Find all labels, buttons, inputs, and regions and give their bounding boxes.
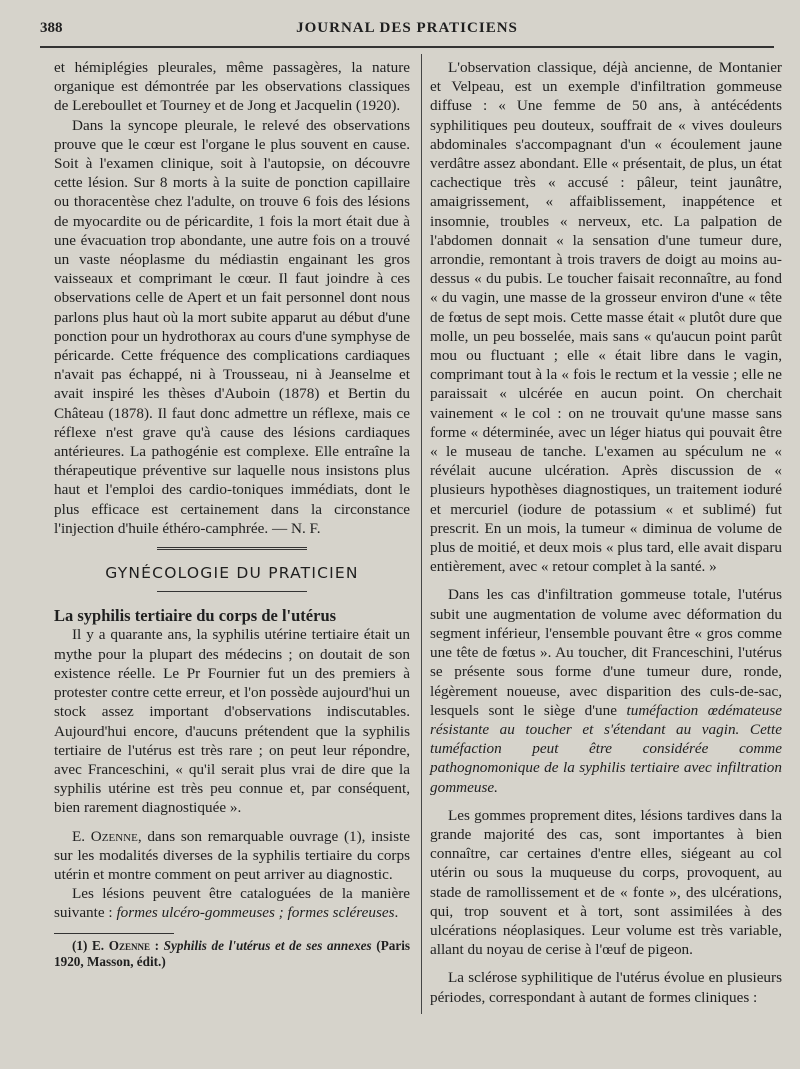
emphasis-text: formes ulcéro-gommeuses ; formes scléreuses (116, 904, 395, 922)
left-column (54, 58, 410, 970)
page-header (40, 14, 774, 44)
header-rule (40, 46, 774, 48)
paragraph: L'observation classique, déjà ancienne, de Montanier et Velpeau, est un exemple d'infiltration gommeuse diffuse : « Une femme de 50 ans, à antécédents syphilitiques peu douteux, souffrait de « vives douleurs abdominales s'accompagnant d'un « écoulement jaune verdâtre assez abondant. Elle « présentait, de plus, un état cachectique très « accusé : pâleur, teint jaunâtre, amaigrissement, « affaiblissement, inappétence et insomnie, troubles « nerveux, etc. La palpation de l'abdomen donnait « la sensation d'une tumeur dure, arrondie, remontant à trois travers de doigt au moins au-dessus « du pubis. Le toucher faisait reconnaître, au fond « du vagin, une masse de la grosseur environ d'une « tête de fœtus de sept mois. Cette masse était « plutôt dure que molle, un peu bosselée, mais sans « qu'aucun point parût mou ou fluctuant ; elle « était libre dans le vagin, comprimant tout à la « fois le rectum et la vessie ; elle ne paraissait « ulcérée en aucun point. On cherchait vainement « le col : on ne trouvait qu'une masse sans forme « déterminée, avec un léger hiatus qui pouvait être « le museau de tanche. L'examen au spéculum ne « révélait aucune ulcération. Après discussion de « plusieurs hypothèses diagnostiques, un traitement ioduré et mercuriel (iodure de potassium « et sublimé) fut prescrit. En un mois, la tumeur « diminua de volume de plus de moitié, et deux mois « plus tard, elle avait disparu entièrement, avec « retour complet à la santé. » (430, 59, 782, 576)
paragraph: Dans la syncope pleurale, le relevé des observations prouve que le cœur est l'organe le plus souvent en cause. Soit à l'examen clinique, soit à l'autopsie, on découvre cette lésion. Sur 8 morts à la suite de ponction capillaire ou thoracentèse chez l'adulte, on trouve 6 fois des lésions de myocardite ou de péricardite, 1 fois la mort était due à une évacuation trop abondante, une autre fois on a trouvé un vaste néoplasme du médiastin engainant les gros vaisseaux et comprimant le cœur. Il faut joindre à ces observations celle de Apert et un fait personnel dont nous parlons plus haut où la mort subite apparut au début d'une ponction pour un hydrothorax au cours d'une symphyse de péricarde. Cette fréquence des complications cardiaques n'avait pas échappé, ni à Trousseau, ni à Jeanselme et avait inspiré les thèses d'Auboin (1878) et Bertin du Château (1878). Il faut donc admettre un réflexe, mais ce réflexe n'est grave qu'à cause des lésions cardiaques antérieures. La pathogénie est complexe. Elle entraîne la thérapeutique préventive sur laquelle nous insistons plus haut et l'emploi des cardio-toniques immédiats, dont le plus efficace est certainement dans la circonstance l'injection d'huile éthéro-camphrée. — N. F. (54, 116, 410, 537)
emphasis-text: tuméfaction œdémateuse résistante au toucher et s'étendant au vagin. Cette tuméfaction peut être considérée comme pathognomonique de la syphilis tertiaire avec infiltration gommeuse. (430, 701, 783, 796)
footnote-text: (Paris 1920, Masson, édit.) (54, 937, 410, 969)
paragraph: Il y a quarante ans, la syphilis utérine tertiaire était un mythe pour la plupart des médecins ; on doutait de son existence réelle. Le Pr Fournier fut un des premiers à protester contre cette erreur, et l'on possède aujourd'hui un stock assez important d'observations indiscutables. Aujourd'hui encore, d'aucuns prétendent que la syphilis tertiaire de l'utérus est très rare ; on peut leur répondre, avec Franceschini, « qu'il serait plus vrai de dire que la syphilis utérine est très peu connue et, par conséquent, bien rarement diagnostiquée ». (54, 626, 410, 817)
author-name: E. Ozenne (72, 827, 138, 845)
paragraph-text: , dans son remarquable ouvrage (1), insiste sur les modalités diverses de la syphilis tertiaire du corps utérin et montre comment on peut arriver au diagnostic. (54, 827, 410, 883)
page-number: 388 (40, 20, 63, 36)
footnote-number: (1) (72, 937, 93, 953)
paragraph-text: . (394, 904, 399, 922)
footnote-title: Syphilis de l'utérus et de ses annexes (163, 937, 372, 953)
paragraph: La sclérose syphilitique de l'utérus évolue en plusieurs périodes, correspondant à autant de formes cliniques : (430, 969, 782, 1006)
footnote-author: E. Ozenne (92, 937, 151, 953)
paragraph-text: Les lésions peuvent être cataloguées de la manière suivante : (54, 885, 410, 922)
paragraph (430, 585, 782, 796)
section-rule (157, 591, 307, 592)
paragraph (54, 827, 410, 885)
column-divider (421, 54, 422, 1014)
footnote (54, 938, 410, 970)
section-rule (157, 547, 307, 550)
paragraph-text: Dans les cas d'infiltration gommeuse totale, l'utérus subit une augmentation de volume avec déformation du segment inférieur, l'ensemble pouvant être « gros comme une tête de fœtus ». Au toucher, dit Franceschini, l'utérus se présente sous forme d'une tumeur dure, ronde, légèrement noueuse, avec disparition des culs-de-sac, lesquels sont le siège d'une (430, 586, 782, 719)
paragraph (54, 884, 410, 922)
footnote-text: : (150, 937, 164, 953)
footnote-rule (54, 933, 174, 934)
journal-title: JOURNAL DES PRATICIENS (296, 20, 518, 36)
paragraph: et hémiplégies pleurales, même passagères, la nature organique est démontrée par les observations classiques de Lereboullet et Tourney et de Jong et Jacquelin (1920). (54, 59, 410, 115)
article-title: La syphilis tertiaire du corps de l'utérus (54, 606, 337, 626)
right-column (430, 58, 782, 1007)
section-heading: GYNÉCOLOGIE DU PRATICIEN (105, 564, 359, 583)
paragraph: Les gommes proprement dites, lésions tardives dans la grande majorité des cas, sont importantes à bien connaître, car certaines d'entre elles, siégeant au col utérin ou sous la muqueuse du corps, provoquent, au stade de ramollissement et de « fonte », des ulcérations, qui, trop souvent et à tort, sont assimilées à des ulcérations néoplasiques. Leur volume est très variable, allant du noyau de cerise à l'œuf de pigeon. (430, 806, 782, 959)
